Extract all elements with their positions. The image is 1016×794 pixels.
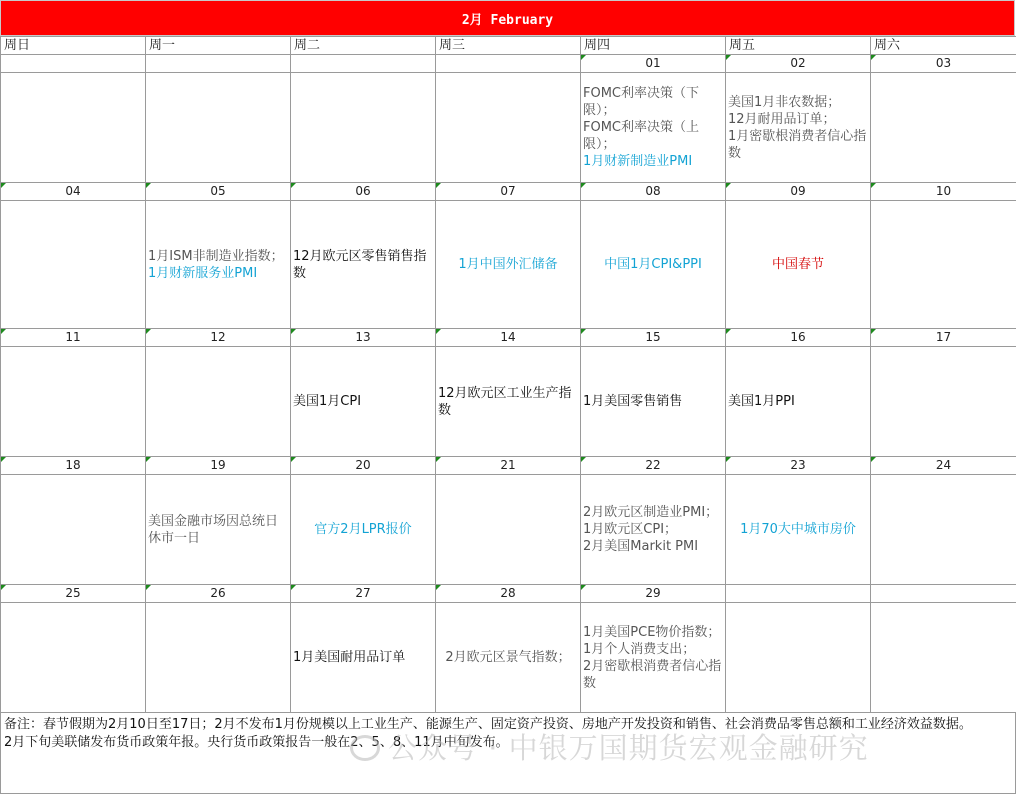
- calendar-event: 1月ISM非制造业指数；: [148, 248, 284, 264]
- day-events-cell: [581, 73, 726, 183]
- day-number-row: [1, 329, 1016, 347]
- events-row: [1, 475, 1016, 585]
- day-events-cell: [871, 201, 1016, 329]
- day-events-cell: [581, 475, 726, 585]
- calendar-event: 中国春节: [771, 257, 824, 272]
- day-number-cell: 15: [581, 329, 726, 347]
- day-events-cell: [291, 603, 436, 713]
- day-number-cell: [146, 55, 291, 73]
- day-events-cell: [726, 603, 871, 713]
- day-number-cell: 13: [291, 329, 436, 347]
- day-number-cell: 09: [726, 183, 871, 201]
- day-events-cell: [146, 603, 291, 713]
- cell-marker-icon: [726, 183, 731, 188]
- weekday-wed: 周三: [436, 37, 581, 55]
- day-number-cell: 27: [291, 585, 436, 603]
- day-events-cell: [436, 73, 581, 183]
- day-number-cell: 28: [436, 585, 581, 603]
- day-number-cell: [726, 585, 871, 603]
- calendar-event: 1月财新服务业PMI: [148, 265, 258, 281]
- cell-marker-icon: [581, 55, 586, 60]
- calendar-event: 1月美国零售销售: [583, 394, 683, 409]
- cell-marker-icon: [146, 183, 151, 188]
- cell-marker-icon: [1, 457, 6, 462]
- day-number-cell: 22: [581, 457, 726, 475]
- day-events-cell: [291, 73, 436, 183]
- calendar-event: 1月欧元区CPI；: [583, 522, 678, 537]
- day-number-cell: 05: [146, 183, 291, 201]
- day-events-cell: [581, 603, 726, 713]
- day-number-cell: [436, 55, 581, 73]
- day-events-cell: [146, 73, 291, 183]
- calendar-event: FOMC利率决策（上限）；: [583, 120, 700, 152]
- events-row: [1, 603, 1016, 713]
- day-number-cell: 21: [436, 457, 581, 475]
- note-line: 备注：春节假期为2月10日至17日；2月不发布1月份规模以上工业生产、能源生产、固定资产投资、房地产开发投资和销售、社会消费品零售总额和工业经济效益数据。: [4, 717, 972, 732]
- day-number-cell: 23: [726, 457, 871, 475]
- calendar-event: 美国1月CPI: [293, 394, 362, 409]
- cell-marker-icon: [581, 183, 586, 188]
- calendar-event: 1月财新制造业PMI: [583, 154, 693, 169]
- calendar-event: 2月欧元区景气指数；: [445, 650, 571, 665]
- day-events-cell: [726, 475, 871, 585]
- cell-marker-icon: [436, 183, 441, 188]
- day-events-cell: [291, 201, 436, 329]
- calendar-event: 2月密歇根消费者信心指数: [583, 658, 722, 691]
- day-events-cell: [146, 475, 291, 585]
- calendar-event: 1月密歇根消费者信心指数: [728, 128, 867, 161]
- cell-marker-icon: [1, 183, 6, 188]
- day-number-cell: 20: [291, 457, 436, 475]
- calendar-title: 2月 February: [0, 0, 1015, 36]
- day-events-cell: [871, 475, 1016, 585]
- day-number-row: [1, 183, 1016, 201]
- day-number-cell: 11: [1, 329, 146, 347]
- day-number-cell: 18: [1, 457, 146, 475]
- day-number-cell: 12: [146, 329, 291, 347]
- events-row: [1, 201, 1016, 329]
- calendar-event: 中国1月CPI&PPI: [604, 257, 702, 272]
- cell-marker-icon: [291, 457, 296, 462]
- cell-marker-icon: [436, 329, 441, 334]
- day-number-row: [1, 585, 1016, 603]
- day-number-cell: 25: [1, 585, 146, 603]
- calendar-event: 12月耐用品订单；: [728, 111, 836, 127]
- calendar-event: 1月个人消费支出；: [583, 641, 696, 657]
- day-events-cell: [871, 73, 1016, 183]
- day-events-cell: [146, 201, 291, 329]
- day-number-cell: 24: [871, 457, 1016, 475]
- day-number-cell: 01: [581, 55, 726, 73]
- cell-marker-icon: [291, 585, 296, 590]
- weekday-tue: 周二: [291, 37, 436, 55]
- day-number-cell: 08: [581, 183, 726, 201]
- cell-marker-icon: [291, 329, 296, 334]
- cell-marker-icon: [871, 457, 876, 462]
- day-number-cell: 17: [871, 329, 1016, 347]
- day-events-cell: [871, 603, 1016, 713]
- weekday-thu: 周四: [581, 37, 726, 55]
- day-number-cell: [291, 55, 436, 73]
- calendar-event: 12月欧元区零售销售指数: [293, 248, 427, 281]
- day-number-row: [1, 55, 1016, 73]
- day-events-cell: [436, 201, 581, 329]
- cell-marker-icon: [581, 585, 586, 590]
- calendar-event: 美国1月非农数据；: [728, 94, 841, 110]
- weekday-fri: 周五: [726, 37, 871, 55]
- day-events-cell: [146, 347, 291, 457]
- day-events-cell: [581, 347, 726, 457]
- day-number-cell: 19: [146, 457, 291, 475]
- cell-marker-icon: [146, 457, 151, 462]
- cell-marker-icon: [436, 457, 441, 462]
- day-events-cell: [726, 73, 871, 183]
- day-events-cell: [291, 347, 436, 457]
- day-events-cell: [1, 201, 146, 329]
- weekday-header-row: [1, 37, 1016, 55]
- day-number-cell: 04: [1, 183, 146, 201]
- day-number-cell: [1, 55, 146, 73]
- watermark-text: 公众号 · 中银万国期货宏观金融研究: [388, 731, 869, 765]
- day-events-cell: [436, 347, 581, 457]
- calendar-event: 美国金融市场因总统日休市一日: [148, 513, 279, 546]
- cell-marker-icon: [581, 457, 586, 462]
- calendar-event: 2月美国Markit PMI: [583, 539, 699, 554]
- day-number-cell: 26: [146, 585, 291, 603]
- day-number-cell: 06: [291, 183, 436, 201]
- cell-marker-icon: [726, 55, 731, 60]
- day-events-cell: [291, 475, 436, 585]
- day-events-cell: [871, 347, 1016, 457]
- calendar-event: 12月欧元区工业生产指数: [438, 385, 572, 418]
- day-number-cell: 02: [726, 55, 871, 73]
- day-events-cell: [1, 73, 146, 183]
- note-line: 2月下旬美联储发布货币政策年报。央行货币政策报告一般在2、5、8、11月中旬发布。: [4, 735, 509, 750]
- calendar-event: 1月中国外汇储备: [458, 257, 558, 272]
- cell-marker-icon: [146, 585, 151, 590]
- cell-marker-icon: [581, 329, 586, 334]
- weekday-sat: 周六: [871, 37, 1016, 55]
- calendar-table: [0, 36, 1016, 713]
- weekday-sun: 周日: [1, 37, 146, 55]
- events-row: [1, 347, 1016, 457]
- events-row: [1, 73, 1016, 183]
- day-events-cell: [1, 603, 146, 713]
- day-events-cell: [436, 475, 581, 585]
- calendar-event: FOMC利率决策（下限）；: [583, 86, 700, 118]
- cell-marker-icon: [146, 329, 151, 334]
- cell-marker-icon: [436, 585, 441, 590]
- calendar-event: 2月欧元区制造业PMI；: [583, 505, 719, 520]
- day-number-cell: 07: [436, 183, 581, 201]
- notes-box: [0, 712, 1016, 794]
- day-number-cell: 16: [726, 329, 871, 347]
- cell-marker-icon: [1, 585, 6, 590]
- calendar-event: 1月美国PCE物价指数；: [583, 624, 721, 640]
- day-number-cell: [871, 585, 1016, 603]
- day-events-cell: [581, 201, 726, 329]
- calendar-event: 1月70大中城市房价: [740, 522, 856, 537]
- cell-marker-icon: [291, 183, 296, 188]
- calendar-event: 官方2月LPR报价: [314, 522, 412, 537]
- day-number-cell: 29: [581, 585, 726, 603]
- day-number-cell: 10: [871, 183, 1016, 201]
- calendar-event: 美国1月PPI: [728, 394, 795, 409]
- day-events-cell: [726, 347, 871, 457]
- cell-marker-icon: [726, 329, 731, 334]
- cell-marker-icon: [871, 55, 876, 60]
- cell-marker-icon: [726, 457, 731, 462]
- cell-marker-icon: [871, 183, 876, 188]
- day-events-cell: [1, 475, 146, 585]
- day-events-cell: [1, 347, 146, 457]
- weekday-mon: 周一: [146, 37, 291, 55]
- day-number-cell: 14: [436, 329, 581, 347]
- day-number-row: [1, 457, 1016, 475]
- day-events-cell: [436, 603, 581, 713]
- cell-marker-icon: [1, 329, 6, 334]
- calendar-event: 1月美国耐用品订单: [293, 650, 406, 665]
- day-number-cell: 03: [871, 55, 1016, 73]
- day-events-cell: [726, 201, 871, 329]
- cell-marker-icon: [871, 329, 876, 334]
